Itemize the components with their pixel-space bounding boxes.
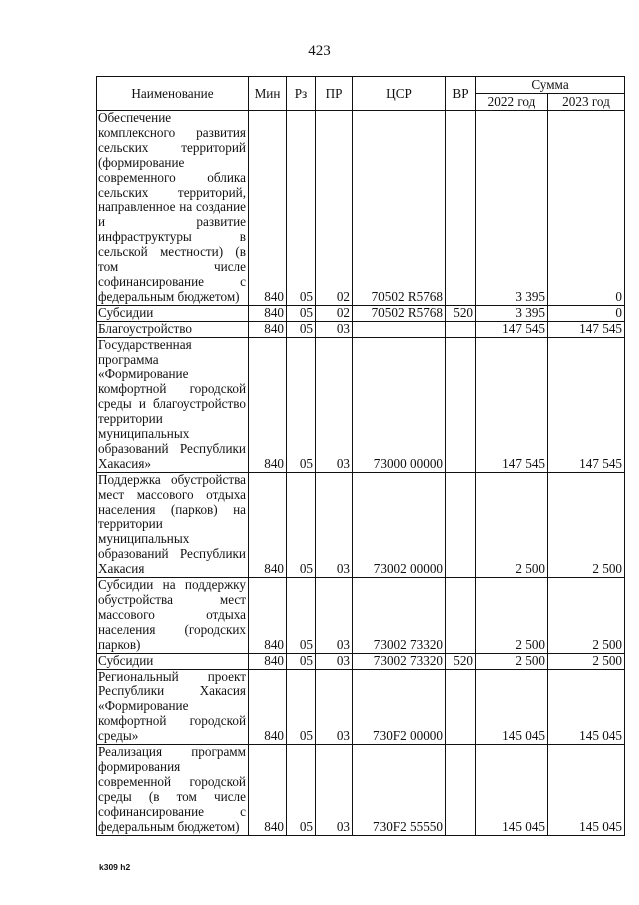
row-pr: 03 — [316, 321, 353, 337]
row-amount-2022: 2 500 — [476, 578, 548, 654]
row-vr: 520 — [446, 653, 476, 669]
table-row — [97, 337, 625, 472]
row-rz: 05 — [287, 578, 316, 654]
row-pr: 03 — [316, 653, 353, 669]
row-pr: 02 — [316, 111, 353, 306]
row-name: Поддержка обустройства мест массового отдыха населения (парков) на территории муниципальных образований Республики Хакасия — [97, 472, 249, 577]
header-vr: ВР — [446, 77, 476, 111]
row-vr — [446, 745, 476, 835]
header-year-2022: 2022 год — [476, 94, 548, 111]
row-name: Благоустройство — [97, 321, 249, 337]
row-csr: 73000 00000 — [353, 337, 446, 472]
row-rz: 05 — [287, 321, 316, 337]
row-amount-2023: 147 545 — [548, 321, 625, 337]
row-name: Субсидии — [97, 305, 249, 321]
row-vr — [446, 578, 476, 654]
row-pr: 03 — [316, 578, 353, 654]
row-rz: 05 — [287, 337, 316, 472]
row-min: 840 — [249, 472, 287, 577]
row-amount-2023: 145 045 — [548, 669, 625, 745]
row-csr: 730F2 00000 — [353, 669, 446, 745]
row-amount-2023: 2 500 — [548, 653, 625, 669]
row-vr — [446, 472, 476, 577]
budget-table — [96, 76, 625, 836]
row-amount-2022: 145 045 — [476, 745, 548, 835]
row-csr: 73002 73320 — [353, 653, 446, 669]
row-amount-2022: 147 545 — [476, 337, 548, 472]
row-rz: 05 — [287, 111, 316, 306]
row-pr: 02 — [316, 305, 353, 321]
row-csr: 70502 R5768 — [353, 305, 446, 321]
row-pr: 03 — [316, 472, 353, 577]
row-name: Региональный проект Республики Хакасия «Формирование комфортной городской среды» — [97, 669, 249, 745]
row-name: Субсидии на поддержку обустройства мест массового отдыха населения (городских парков) — [97, 578, 249, 654]
row-csr: 70502 R5768 — [353, 111, 446, 306]
row-min: 840 — [249, 653, 287, 669]
row-min: 840 — [249, 111, 287, 306]
row-amount-2022: 147 545 — [476, 321, 548, 337]
row-vr — [446, 321, 476, 337]
row-rz: 05 — [287, 745, 316, 835]
row-amount-2023: 2 500 — [548, 472, 625, 577]
row-amount-2023: 2 500 — [548, 578, 625, 654]
row-amount-2022: 2 500 — [476, 472, 548, 577]
footer-code: k309 h2 — [99, 862, 131, 872]
row-vr — [446, 669, 476, 745]
row-csr: 73002 73320 — [353, 578, 446, 654]
table-row — [97, 321, 625, 337]
row-name: Субсидии — [97, 653, 249, 669]
table-row — [97, 745, 625, 835]
row-pr: 03 — [316, 337, 353, 472]
row-min: 840 — [249, 578, 287, 654]
row-rz: 05 — [287, 653, 316, 669]
row-amount-2022: 3 395 — [476, 305, 548, 321]
row-amount-2022: 2 500 — [476, 653, 548, 669]
row-rz: 05 — [287, 669, 316, 745]
header-rz: Рз — [287, 77, 316, 111]
row-rz: 05 — [287, 305, 316, 321]
table-row — [97, 653, 625, 669]
row-min: 840 — [249, 745, 287, 835]
row-amount-2022: 3 395 — [476, 111, 548, 306]
page-number: 423 — [308, 43, 331, 59]
table-row — [97, 669, 625, 745]
row-csr: 73002 00000 — [353, 472, 446, 577]
row-amount-2023: 145 045 — [548, 745, 625, 835]
header-csr: ЦСР — [353, 77, 446, 111]
row-min: 840 — [249, 337, 287, 472]
table-row — [97, 472, 625, 577]
row-amount-2023: 147 545 — [548, 337, 625, 472]
row-amount-2022: 145 045 — [476, 669, 548, 745]
row-amount-2023: 0 — [548, 111, 625, 306]
header-name: Наименование — [97, 77, 249, 111]
row-vr — [446, 111, 476, 306]
table-row — [97, 111, 625, 306]
row-rz: 05 — [287, 472, 316, 577]
row-name: Обеспечение комплексного развития сельских территорий (формирование современного облика сельских территорий, направленное на создание и развитие инфраструктуры в сельской местности) (в том числе софинансирование с федеральным бюджетом) — [97, 111, 249, 306]
row-name: Реализация программ формирования современной городской среды (в том числе софинансирование с федеральным бюджетом) — [97, 745, 249, 835]
row-csr — [353, 321, 446, 337]
header-sum: Сумма — [476, 77, 625, 94]
row-min: 840 — [249, 305, 287, 321]
row-min: 840 — [249, 669, 287, 745]
row-name: Государственная программа «Формирование комфортной городской среды и благоустройство территории муниципальных образований Республики Хакасия» — [97, 337, 249, 472]
row-amount-2023: 0 — [548, 305, 625, 321]
table-row — [97, 578, 625, 654]
row-csr: 730F2 55550 — [353, 745, 446, 835]
row-vr — [446, 337, 476, 472]
row-pr: 03 — [316, 669, 353, 745]
table-row — [97, 305, 625, 321]
header-year-2023: 2023 год — [548, 94, 625, 111]
row-min: 840 — [249, 321, 287, 337]
header-min: Мин — [249, 77, 287, 111]
row-pr: 03 — [316, 745, 353, 835]
row-vr: 520 — [446, 305, 476, 321]
header-pr: ПР — [316, 77, 353, 111]
